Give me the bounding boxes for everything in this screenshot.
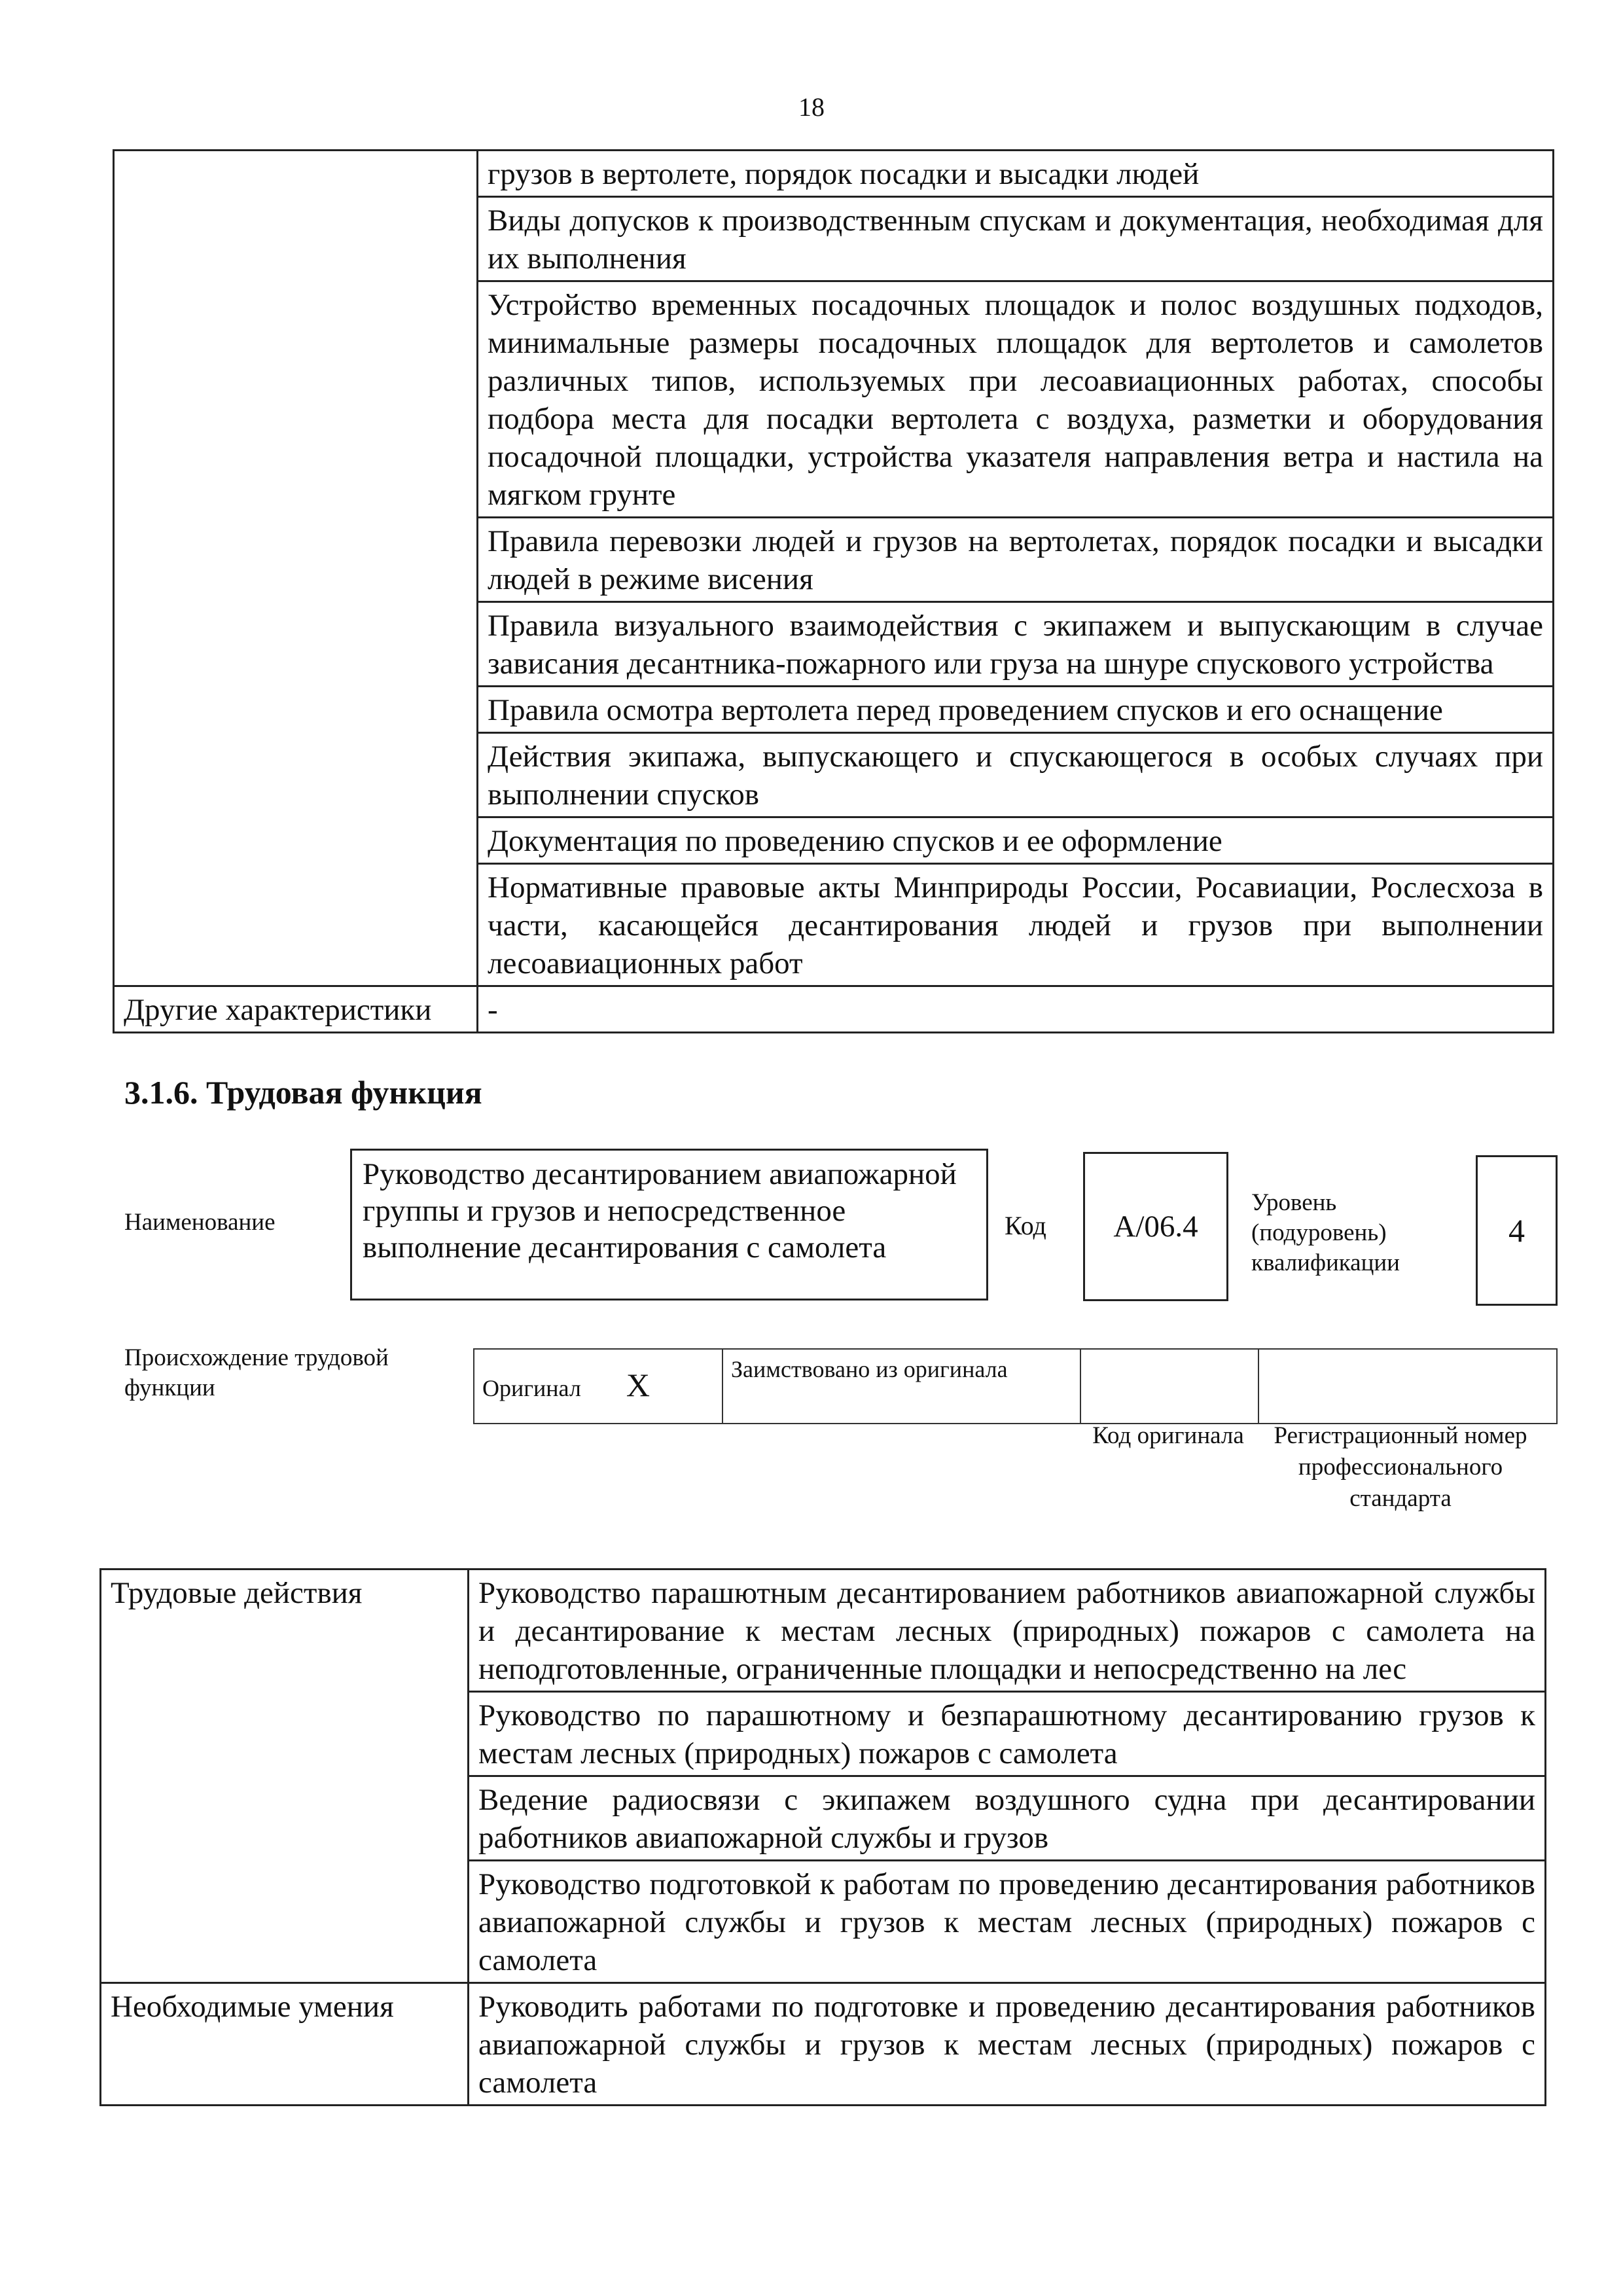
origin-mark: X [626, 1366, 650, 1403]
table-row [114, 986, 1554, 1033]
name-value: Руководство десантированием авиапожарной группы и грузов и непосредственное выполнение десантирования с самолета [363, 1157, 957, 1265]
level-value-box [1476, 1155, 1558, 1306]
section-title: 3.1.6. Трудовая функция [124, 1074, 482, 1111]
table-cell: Правила осмотра вертолета перед проведением спусков и его оснащение [478, 687, 1554, 733]
table-row [101, 1570, 1546, 1692]
table-cell: Виды допусков к производственным спускам и документация, необходимая для их выполнения [478, 197, 1554, 281]
labor-actions-label: Трудовые действия [101, 1570, 469, 1983]
code-value: А/06.4 [1113, 1210, 1198, 1244]
caption-code: Код оригинала [1092, 1422, 1244, 1449]
name-value-box [350, 1149, 988, 1300]
empty-label-cell [114, 151, 478, 986]
origin-original-cell [474, 1349, 722, 1424]
table-row [114, 151, 1554, 197]
table-row [474, 1349, 1557, 1424]
code-label: Код [1005, 1211, 1046, 1240]
table-cell: Нормативные правовые акты Минприроды России, Росавиации, Рослесхоза в части, касающейся десантирования людей и грузов при выполнении лесоавиационных работ [478, 864, 1554, 986]
page-number: 18 [798, 92, 825, 122]
function-table [99, 1568, 1546, 2106]
other-characteristics-label: Другие характеристики [114, 986, 478, 1033]
origin-borrowed-cell: Заимствовано из оригинала [722, 1349, 1080, 1424]
knowledge-table [113, 149, 1554, 1033]
table-cell: Ведение радиосвязи с экипажем воздушного судна при десантировании работников авиапожарной службы и грузов [469, 1776, 1546, 1861]
table-cell: Руководить работами по подготовке и проведению десантирования работников авиапожарной службы и грузов к местам лесных (природных) пожаров с самолета [469, 1983, 1546, 2106]
table-cell: Правила визуального взаимодействия с экипажем и выпускающим в случае зависания десантника-пожарного или груза на шнуре спускового устройства [478, 602, 1554, 687]
level-label: Уровень (подуровень) квалификации [1251, 1189, 1400, 1276]
origin-code-cell [1080, 1349, 1258, 1424]
code-value-box [1083, 1152, 1228, 1301]
table-row [101, 1983, 1546, 2106]
table-cell: Руководство парашютным десантированием работников авиапожарной службы и десантирование к местам лесных (природных) пожаров с самолета на неподготовленные, ограниченные площадки и непосредственно на лес [469, 1570, 1546, 1692]
other-characteristics-value: - [478, 986, 1554, 1033]
table-cell: Правила перевозки людей и грузов на вертолетах, порядок посадки и высадки людей в режиме висения [478, 518, 1554, 602]
required-skills-label: Необходимые умения [101, 1983, 469, 2106]
origin-original-label: Оригинал [482, 1374, 581, 1401]
table-cell: Руководство подготовкой к работам по проведению десантирования работников авиапожарной службы и грузов к местам лесных (природных) пожаров с самолета [469, 1861, 1546, 1983]
caption-reg: Регистрационный номер профессионального стандарта [1274, 1422, 1527, 1512]
table-cell: Документация по проведению спусков и ее оформление [478, 817, 1554, 864]
level-value: 4 [1508, 1212, 1525, 1249]
origin-reg-cell [1258, 1349, 1557, 1424]
origin-label: Происхождение трудовой функции [124, 1344, 389, 1401]
table-cell: Устройство временных посадочных площадок и полос воздушных подходов, минимальные размеры посадочных площадок для вертолетов и самолетов различных типов, используемых при лесоавиационных работах, способы подбора места для посадки вертолета с воздуха, разметки и оборудования посадочной площадки, устройства указателя направления ветра и настила на мягком грунте [478, 281, 1554, 518]
origin-table [473, 1348, 1558, 1424]
table-cell: Действия экипажа, выпускающего и спускающегося в особых случаях при выполнении спусков [478, 733, 1554, 817]
table-cell: грузов в вертолете, порядок посадки и высадки людей [478, 151, 1554, 197]
name-label: Наименование [124, 1209, 276, 1236]
table-cell: Руководство по парашютному и безпарашютному десантированию грузов к местам лесных (природных) пожаров с самолета [469, 1692, 1546, 1776]
